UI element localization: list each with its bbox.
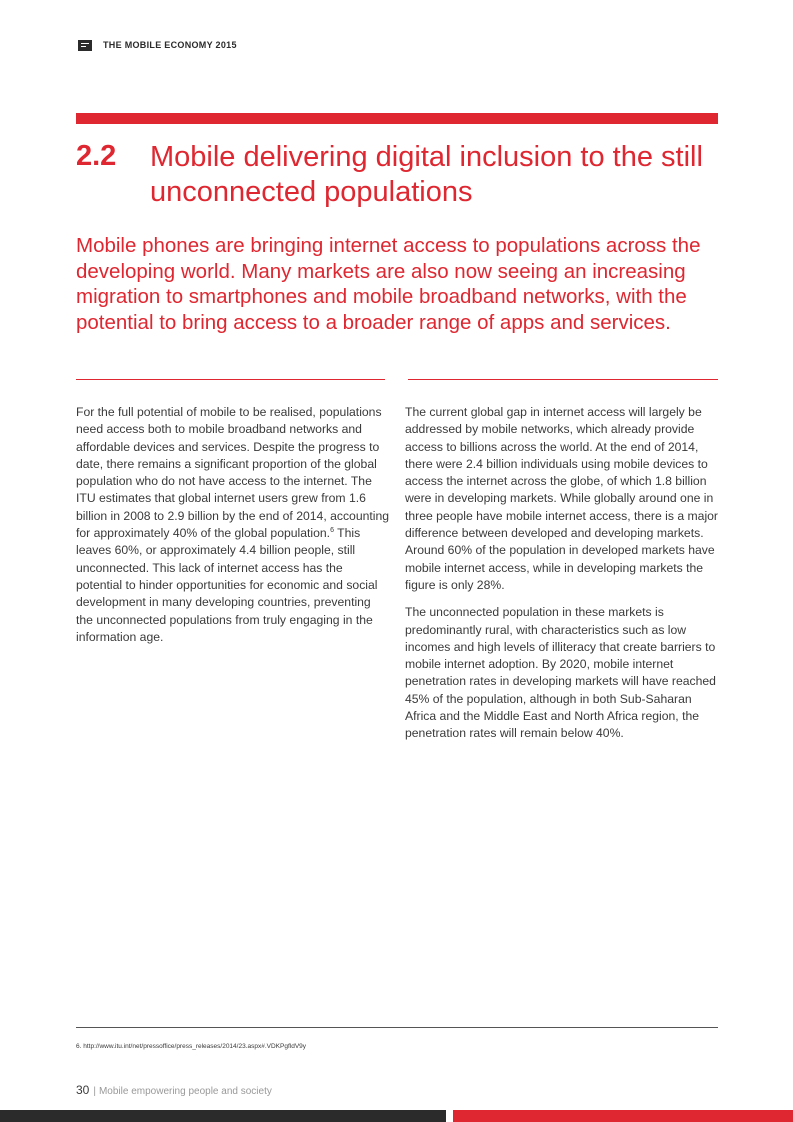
right-column	[405, 404, 723, 743]
section-title: Mobile delivering digital inclusion to the still unconnected populations	[150, 141, 703, 208]
page-number: 30	[76, 1083, 90, 1097]
footnote-ref: 6	[330, 527, 334, 535]
footnote: 6. http://www.itu.int/net/pressoffice/press_releases/2014/23.aspx#.VDKPgfldV9y	[76, 1043, 307, 1050]
section-accent-bar	[76, 113, 718, 124]
footer-separator: |	[93, 1086, 96, 1097]
section-number: 2.2	[76, 140, 117, 172]
left-column	[76, 404, 391, 646]
page-footer	[76, 1083, 272, 1097]
footnote-divider	[76, 1027, 718, 1028]
left-column-divider	[76, 379, 385, 380]
header-title: THE MOBILE ECONOMY 2015	[103, 40, 237, 50]
bottom-dark-bar	[0, 1110, 446, 1122]
page-header	[78, 38, 237, 52]
lead-paragraph: Mobile phones are bringing internet access to populations across the developing world. Many markets are also now seeing an increasing migration to smartphones and mobile broadband networks, with the potential to bring access to a broader range of apps and services.	[76, 234, 701, 334]
left-paragraph-1-text: For the full potential of mobile to be realised, populations need access both to mobile broadband networks and affordable devices and services. Despite the progress to date, there remains a significant proportion of the global population who do not have access to the internet. The ITU estimates that global internet users grew from 1.6 billion in 2008 to 2.9 billion by the end of 2014, accounting for approximately 40% of the global population.	[76, 405, 390, 541]
gsma-logo-icon	[78, 40, 92, 51]
right-paragraph-1: The current global gap in internet access will largely be addressed by mobile networks, which already provide access to billions across the world. At the end of 2014, there were 2.4 billion individuals using mobile devices to access the internet across the globe, of which 1.8 billion were in developing markets. While globally around one in three people have mobile internet access, there is a major difference between developed and developing markets. Around 60% of the population in developed markets have mobile internet access, while in developing markets the figure is only 28%.	[405, 405, 718, 592]
left-paragraph-1-text-cont: This leaves 60%, or approximately 4.4 billion people, still unconnected. This lack of internet access has the potential to hinder opportunities for economic and social development in many developing countries, preventing the unconnected populations from truly engaging in the information age.	[76, 526, 378, 644]
right-paragraph-2: The unconnected population in these markets is predominantly rural, with characteristics such as low incomes and high levels of illiteracy that create barriers to mobile internet adoption. By 2020, mobile internet penetration rates in developing markets will have reached 45% of the population, although in both Sub-Saharan Africa and the Middle East and North Africa region, the penetration rates will remain below 40%.	[405, 605, 716, 741]
left-paragraph-1	[76, 404, 391, 646]
footer-text: Mobile empowering people and society	[98, 1086, 272, 1097]
bottom-red-bar	[453, 1110, 793, 1122]
right-column-divider	[408, 379, 718, 380]
